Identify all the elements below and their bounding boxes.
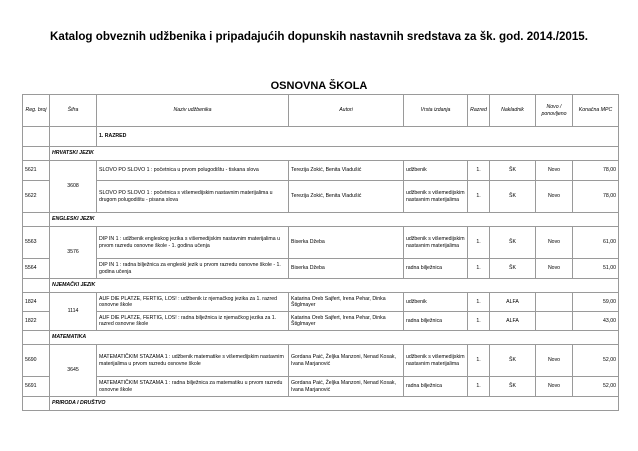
empty-cell (50, 127, 97, 147)
empty-cell (23, 397, 50, 411)
empty-cell (23, 279, 50, 293)
subject-label: PRIRODA I DRUŠTVO (50, 397, 619, 411)
vrsta-cell: radna bilježnica (404, 377, 468, 397)
novo-cell: Novo (536, 227, 573, 259)
subject-label: MATEMATIKA (50, 331, 619, 345)
reg-broj-cell: 5691 (23, 377, 50, 397)
razred-cell: 1. (468, 293, 490, 312)
nakladnik-cell: ŠK (490, 345, 536, 377)
header-novo: Novo / ponovljeno (536, 95, 573, 127)
autori-cell: Biserka Džeba (289, 227, 404, 259)
cijena-cell: 78,00 (573, 161, 619, 181)
nakladnik-cell: ŠK (490, 161, 536, 181)
table-row (23, 181, 619, 213)
naziv-cell: SLOVO PO SLOVO 1 : početnica u prvom polugodištu - tiskana slova (97, 161, 289, 181)
razred-cell: 1. (468, 227, 490, 259)
autori-cell: Terezija Zokić, Benita Vladušić (289, 181, 404, 213)
autori-cell: Gordana Paić, Željka Manzoni, Nenad Kosak, Ivana Marjanović (289, 345, 404, 377)
autori-cell: Katarina Oreb Sajfert, Irena Pehar, Dinka Štiglmayer (289, 293, 404, 312)
nakladnik-cell: ŠK (490, 259, 536, 279)
novo-cell: Novo (536, 161, 573, 181)
razred-cell: 1. (468, 259, 490, 279)
autori-cell: Terezija Zokić, Benita Vladušić (289, 161, 404, 181)
cijena-cell: 51,00 (573, 259, 619, 279)
razred-cell: 1. (468, 345, 490, 377)
vrsta-cell: radna bilježnica (404, 259, 468, 279)
sifra-cell: 1114 (50, 293, 97, 331)
reg-broj-cell: 5621 (23, 161, 50, 181)
nakladnik-cell: ŠK (490, 181, 536, 213)
grade-row (23, 127, 619, 147)
header-cijena: Konačna MPC (573, 95, 619, 127)
header-razred: Razred (468, 95, 490, 127)
nakladnik-cell: ALFA (490, 312, 536, 331)
autori-cell: Biserka Džeba (289, 259, 404, 279)
razred-cell: 1. (468, 312, 490, 331)
grade-label: 1. RAZRED (97, 127, 619, 147)
novo-cell (536, 293, 573, 312)
reg-broj-cell: 5564 (23, 259, 50, 279)
subject-label: NJEMAČKI JEZIK (50, 279, 619, 293)
nakladnik-cell: ŠK (490, 227, 536, 259)
nakladnik-cell: ŠK (490, 377, 536, 397)
empty-cell (23, 147, 50, 161)
vrsta-cell: radna bilježnica (404, 312, 468, 331)
table-row (23, 345, 619, 377)
header-sifra: Šifra (50, 95, 97, 127)
subject-row (23, 213, 619, 227)
subject-row (23, 147, 619, 161)
reg-broj-cell: 1824 (23, 293, 50, 312)
naziv-cell: AUF DIE PLATZE, FERTIG, LOS! : radna bilježnica iz njemačkog jezika za 1. razred osnovne škole (97, 312, 289, 331)
header-vrsta: Vrsta izdanja (404, 95, 468, 127)
novo-cell (536, 312, 573, 331)
naziv-cell: MATEMATIČKIM STAZAMA 1 : udžbenik matematike s višemedijskim nastavnim materijalima u prvom razredu osnovne škole (97, 345, 289, 377)
novo-cell: Novo (536, 377, 573, 397)
naziv-cell: MATEMATIČKIM STAZAMA 1 : radna bilježnica za matematiku u prvom razredu osnovne škole (97, 377, 289, 397)
autori-cell: Katarina Oreb Sajfert, Irena Pehar, Dinka Štiglmayer (289, 312, 404, 331)
document-title: Katalog obveznih udžbenika i pripadajućih dopunskih nastavnih sredstava za šk. god. 2014./2015. (50, 30, 588, 43)
empty-cell (23, 331, 50, 345)
sifra-cell: 3576 (50, 227, 97, 279)
vrsta-cell: udžbenik s višemedijskim nastavnim materijalima (404, 345, 468, 377)
vrsta-cell: udžbenik (404, 293, 468, 312)
cijena-cell: 78,00 (573, 181, 619, 213)
reg-broj-cell: 5690 (23, 345, 50, 377)
naziv-cell: DIP IN 1 : radna bilježnica za engleski jezik u prvom razredu osnovne škole - 1. godina učenja (97, 259, 289, 279)
vrsta-cell: udžbenik (404, 161, 468, 181)
reg-broj-cell: 1822 (23, 312, 50, 331)
section-title: OSNOVNA ŠKOLA (270, 80, 368, 92)
subject-row (23, 331, 619, 345)
cijena-cell: 59,00 (573, 293, 619, 312)
naziv-cell: DIP IN 1 : udžbenik engleskog jezika s višemedijskim nastavnim materijalima u prvom razredu osnovne škole - 1. godina učenja (97, 227, 289, 259)
header-row (23, 95, 619, 127)
vrsta-cell: udžbenik s višemedijskim nastavnim materijalima (404, 227, 468, 259)
nakladnik-cell: ALFA (490, 293, 536, 312)
sifra-cell: 3645 (50, 345, 97, 397)
subject-label: HRVATSKI JEZIK (50, 147, 619, 161)
autori-cell: Gordana Paić, Željka Manzoni, Nenad Kosak, Ivana Marjanović (289, 377, 404, 397)
razred-cell: 1. (468, 181, 490, 213)
table-row (23, 259, 619, 279)
naziv-cell: SLOVO PO SLOVO 1 : početnica s višemedijskim nastavnim materijalima u drugom polugodištu - pisana slova (97, 181, 289, 213)
reg-broj-cell: 5622 (23, 181, 50, 213)
naziv-cell: AUF DIE PLATZE, FERTIG, LOS! : udžbenik iz njemačkog jezika za 1. razred osnovne škole (97, 293, 289, 312)
catalog-table (22, 94, 619, 411)
novo-cell: Novo (536, 181, 573, 213)
cijena-cell: 52,00 (573, 345, 619, 377)
cijena-cell: 61,00 (573, 227, 619, 259)
table-row (23, 293, 619, 312)
subject-row (23, 279, 619, 293)
table-row (23, 377, 619, 397)
vrsta-cell: udžbenik s višemedijskim nastavnim materijalima (404, 181, 468, 213)
novo-cell: Novo (536, 345, 573, 377)
novo-cell: Novo (536, 259, 573, 279)
header-reg-broj: Reg. broj (23, 95, 50, 127)
table-row (23, 312, 619, 331)
sifra-cell: 3608 (50, 161, 97, 213)
table-row (23, 227, 619, 259)
header-autori: Autori (289, 95, 404, 127)
subject-label: ENGLESKI JEZIK (50, 213, 619, 227)
header-nakladnik: Nakladnik (490, 95, 536, 127)
cijena-cell: 52,00 (573, 377, 619, 397)
empty-cell (23, 127, 50, 147)
razred-cell: 1. (468, 377, 490, 397)
table-row (23, 161, 619, 181)
empty-cell (23, 213, 50, 227)
razred-cell: 1. (468, 161, 490, 181)
reg-broj-cell: 5563 (23, 227, 50, 259)
cijena-cell: 43,00 (573, 312, 619, 331)
header-naziv: Naziv udžbenika (97, 95, 289, 127)
subject-row (23, 397, 619, 411)
